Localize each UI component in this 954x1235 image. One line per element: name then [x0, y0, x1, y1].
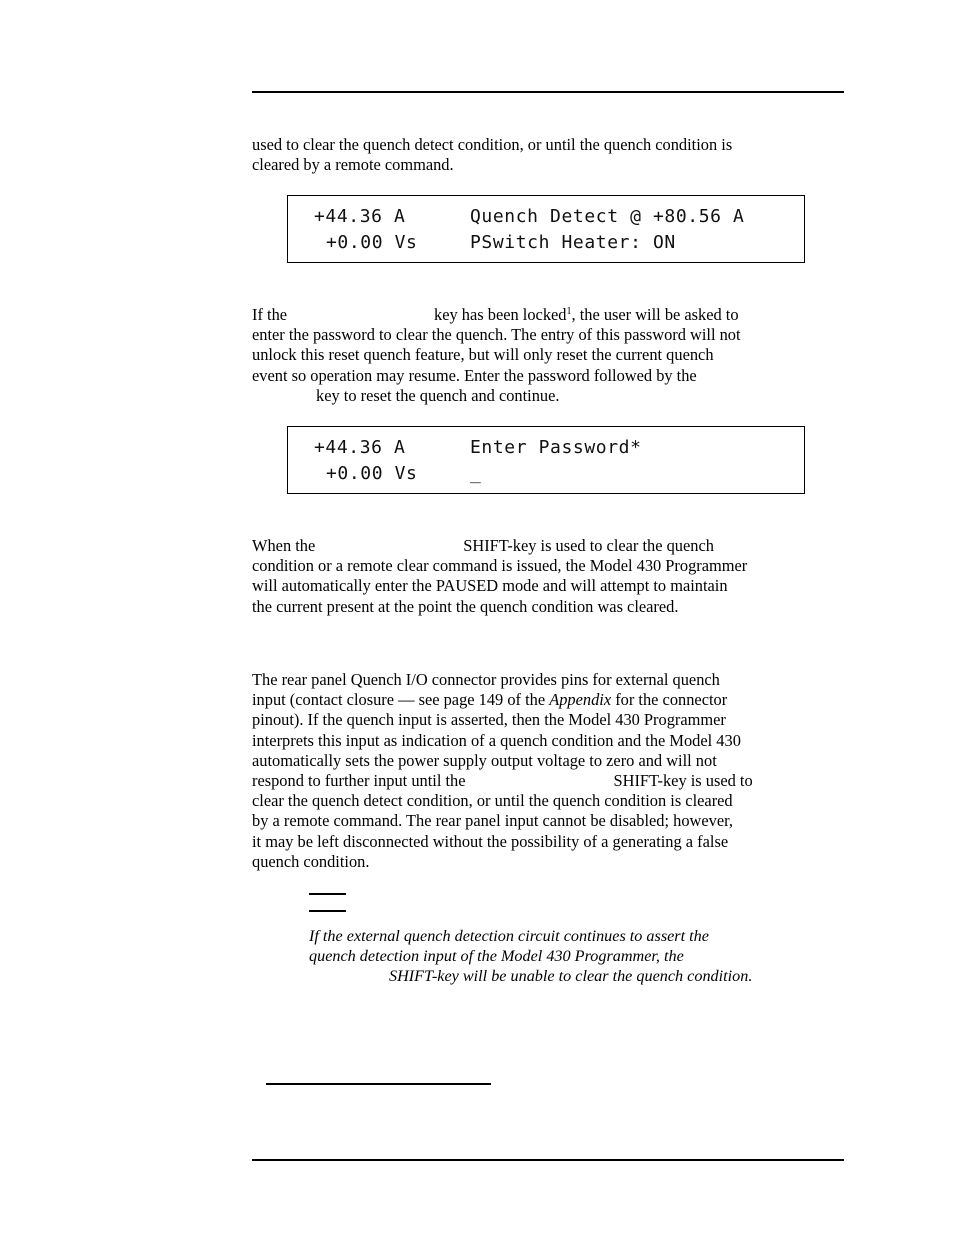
text-fragment: for the connector	[611, 690, 728, 710]
text-line: by a remote command. The rear panel input cannot be disabled; however,	[252, 811, 734, 831]
paragraph-quench-clear-intro	[252, 135, 844, 175]
note-external-quench	[309, 926, 849, 987]
text-fragment: When the	[252, 536, 316, 555]
text-fragment: SHIFT-key is used to	[613, 771, 753, 791]
text-fragment: SHIFT-key is used to clear the quench	[463, 536, 714, 555]
text-fragment: If the	[252, 305, 288, 324]
text-fragment: key has been locked	[434, 305, 567, 324]
text-line: used to clear the quench detect condition, or until the quench condition is	[252, 135, 733, 154]
appendix-reference: Appendix	[549, 690, 612, 710]
note-line: If the external quench detection circuit continues to assert the	[309, 927, 709, 945]
paragraph-paused-mode	[252, 536, 844, 617]
text-line: quench condition.	[252, 851, 370, 871]
display-voltage: +0.00 Vs	[326, 232, 418, 253]
note-rule-top	[309, 893, 346, 895]
text-line: it may be left disconnected without the possibility of a generating a false	[252, 831, 729, 851]
display-cursor: _	[470, 463, 482, 484]
text-line: interprets this input as indication of a quench condition and the Model 430	[252, 730, 741, 750]
paragraph-external-quench-input	[252, 670, 844, 872]
text-fragment: input (contact closure — see page 149 of the	[252, 690, 550, 710]
text-fragment: respond to further input until the	[252, 771, 466, 791]
footer-rule	[252, 1159, 844, 1161]
display-password-prompt: Enter Password*	[470, 437, 642, 458]
footnote-separator	[266, 1083, 491, 1085]
footnote-ref: 1	[566, 306, 572, 317]
text-line: clear the quench detect condition, or until the quench condition is cleared	[252, 791, 733, 811]
note-line: quench detection input of the Model 430 Programmer, the	[309, 947, 684, 966]
text-fragment: key to reset the quench and continue.	[316, 385, 560, 405]
display-voltage: +0.00 Vs	[326, 463, 418, 484]
note-fragment: SHIFT-key will be unable to clear the quench condition.	[389, 967, 753, 986]
text-line: The rear panel Quench I/O connector provides pins for external quench	[252, 670, 720, 689]
text-line: automatically sets the power supply output voltage to zero and will not	[252, 750, 717, 770]
display-current: +44.36 A	[314, 206, 406, 227]
display-current: +44.36 A	[314, 437, 406, 458]
lcd-display-enter-password	[287, 426, 805, 494]
text-line: event so operation may resume. Enter the password followed by the	[252, 365, 697, 385]
text-line: pinout). If the quench input is asserted, then the Model 430 Programmer	[252, 710, 726, 730]
header-rule	[252, 91, 844, 93]
text-line: will automatically enter the PAUSED mode and will attempt to maintain	[252, 576, 728, 596]
note-rule-bottom	[309, 910, 346, 912]
display-quench-message: Quench Detect @ +80.56 A	[470, 206, 745, 227]
paragraph-password-clear	[252, 305, 844, 406]
text-line: cleared by a remote command.	[252, 155, 454, 175]
lcd-display-quench-detect	[287, 195, 805, 263]
text-line: condition or a remote clear command is issued, the Model 430 Programmer	[252, 556, 748, 576]
text-line: the current present at the point the quench condition was cleared.	[252, 596, 679, 616]
text-line: unlock this reset quench feature, but will only reset the current quench	[252, 345, 714, 365]
display-pswitch-status: PSwitch Heater: ON	[470, 232, 676, 253]
text-fragment: , the user will be asked to	[571, 305, 739, 324]
text-line: enter the password to clear the quench. The entry of this password will not	[252, 325, 741, 345]
